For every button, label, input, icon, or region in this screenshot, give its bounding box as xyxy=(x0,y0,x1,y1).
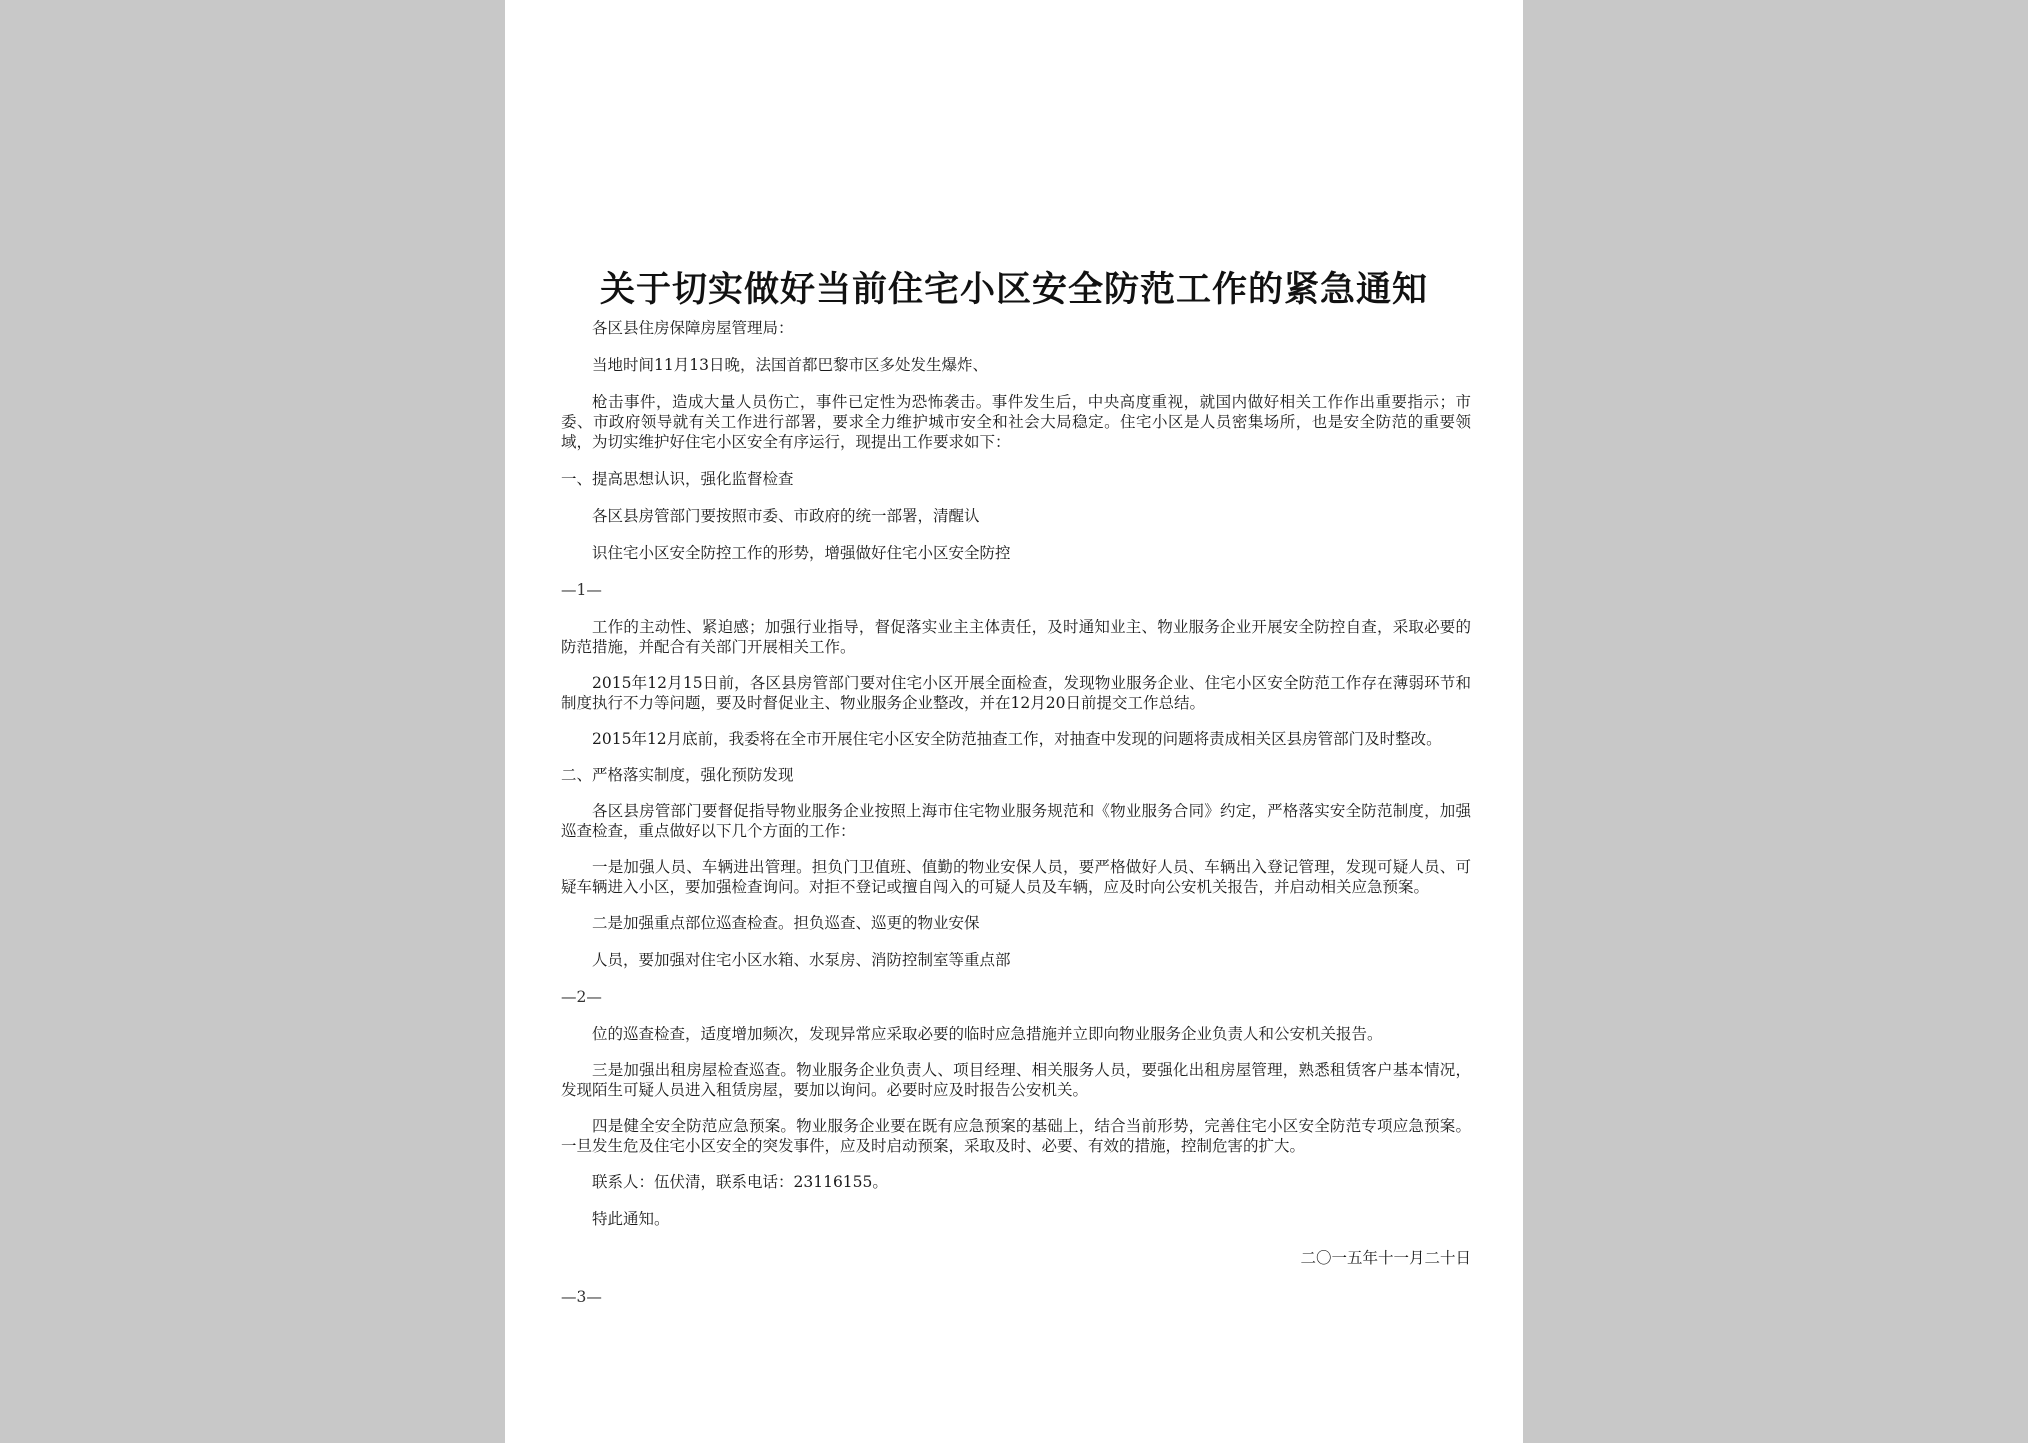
paragraph-10: 二是加强重点部位巡查检查。担负巡查、巡更的物业安保 xyxy=(592,914,980,932)
paragraph-9: 一是加强人员、车辆进出管理。担负门卫值班、值勤的物业安保人员，要严格做好人员、车辆出入登记管理，发现可疑人员、可疑车辆进入小区，要加强检查询问。对拒不登记或擅自闯入的可疑人员及车辆，应及时向公安机关报告，并启动相关应急预案。 xyxy=(561,858,1471,896)
document-title: 关于切实做好当前住宅小区安全防范工作的紧急通知 xyxy=(599,269,1428,310)
paragraph-13: 三是加强出租房屋检查巡查。物业服务企业负责人、项目经理、相关服务人员，要强化出租房屋管理，熟悉租赁客户基本情况，发现陌生可疑人员进入租赁房屋，要加以询问。必要时应及时报告公安机关。 xyxy=(561,1061,1471,1099)
paragraph-3: 各区县房管部门要按照市委、市政府的统一部署，清醒认 xyxy=(592,507,980,525)
page-number-1: —1— xyxy=(561,581,602,599)
section-heading-1: 一、提高思想认识，强化监督检查 xyxy=(561,470,794,488)
issue-date: 二〇一五年十一月二十日 xyxy=(1300,1249,1471,1267)
paragraph-7: 2015年12月底前，我委将在全市开展住宅小区安全防范抽查工作，对抽查中发现的问题将责成相关区县房管部门及时整改。 xyxy=(592,730,1442,748)
page-number-3: —3— xyxy=(561,1288,602,1306)
paragraph-2: 枪击事件，造成大量人员伤亡，事件已定性为恐怖袭击。事件发生后，中央高度重视，就国内做好相关工作作出重要指示；市委、市政府领导就有关工作进行部署，要求全力维护城市安全和社会大局稳定。住宅小区是人员密集场所，也是安全防范的重要领域，为切实维护好住宅小区安全有序运行，现提出工作要求如下： xyxy=(561,393,1471,451)
addressee: 各区县住房保障房屋管理局： xyxy=(592,319,794,337)
page-number-2: —2— xyxy=(561,988,602,1006)
paragraph-14: 四是健全安全防范应急预案。物业服务企业要在既有应急预案的基础上，结合当前形势，完善住宅小区安全防范专项应急预案。一旦发生危及住宅小区安全的突发事件，应及时启动预案，采取及时、必要、有效的措施，控制危害的扩大。 xyxy=(561,1117,1471,1155)
document-page xyxy=(505,0,1523,1443)
closing-line: 特此通知。 xyxy=(592,1210,670,1228)
document-body xyxy=(561,318,1471,1307)
paragraph-8: 各区县房管部门要督促指导物业服务企业按照上海市住宅物业服务规范和《物业服务合同》约定，严格落实安全防范制度，加强巡查检查，重点做好以下几个方面的工作： xyxy=(561,802,1471,840)
paragraph-11: 人员，要加强对住宅小区水箱、水泵房、消防控制室等重点部 xyxy=(592,951,1011,969)
section-heading-2: 二、严格落实制度，强化预防发现 xyxy=(561,766,794,784)
paragraph-4: 识住宅小区安全防控工作的形势，增强做好住宅小区安全防控 xyxy=(592,544,1011,562)
paragraph-5: 工作的主动性、紧迫感；加强行业指导，督促落实业主主体责任，及时通知业主、物业服务企业开展安全防控自查，采取必要的防范措施，并配合有关部门开展相关工作。 xyxy=(561,618,1471,656)
paragraph-6: 2015年12月15日前，各区县房管部门要对住宅小区开展全面检查，发现物业服务企业、住宅小区安全防范工作存在薄弱环节和制度执行不力等问题，要及时督促业主、物业服务企业整改，并在12月20日前提交工作总结。 xyxy=(561,674,1471,712)
paragraph-12: 位的巡查检查，适度增加频次，发现异常应采取必要的临时应急措施并立即向物业服务企业负责人和公安机关报告。 xyxy=(592,1025,1383,1043)
paragraph-1: 当地时间11月13日晚，法国首都巴黎市区多处发生爆炸、 xyxy=(592,356,988,374)
contact-line: 联系人：伍伏清，联系电话：23116155。 xyxy=(592,1173,888,1191)
